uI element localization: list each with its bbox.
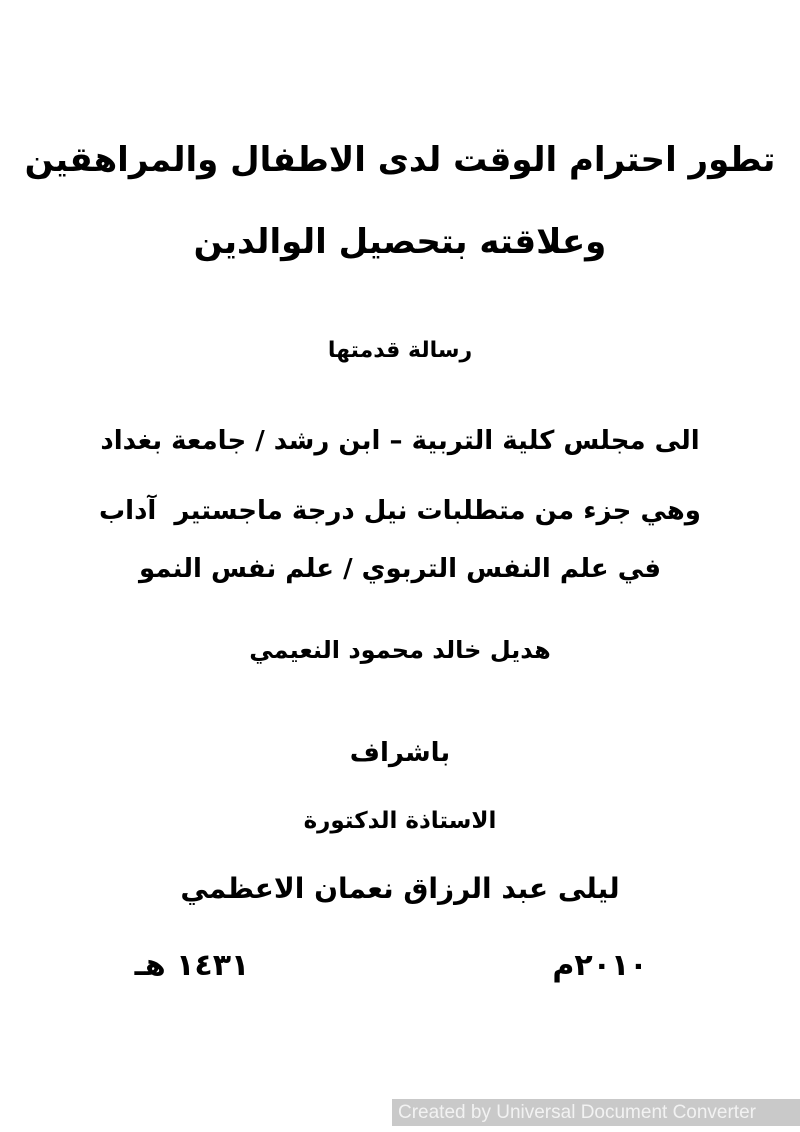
degree-requirement-line-2: في علم النفس التربوي / علم نفس النمو	[138, 554, 662, 584]
gregorian-year: ٢٠١٠م	[552, 948, 648, 983]
supervision-label: باشراف	[349, 738, 451, 768]
college-council-line: الى مجلس كلية التربية – ابن رشد / جامعة بغداد	[100, 426, 700, 456]
supervisor-title: الاستاذة الدكتورة	[303, 808, 497, 834]
watermark-bar	[392, 1099, 800, 1126]
thesis-title-line-2: وعلاقته بتحصيل الوالدين	[193, 222, 607, 262]
supervisor-name: ليلى عبد الرزاق نعمان الاعظمي	[180, 872, 620, 905]
thesis-title-line-1: تطور احترام الوقت لدى الاطفال والمراهقين	[24, 140, 776, 180]
submitted-by-label: رسالة قدمتها	[327, 338, 473, 363]
author-name: هديل خالد محمود النعيمي	[249, 636, 551, 664]
hijri-year: ١٤٣١ هـ	[134, 948, 250, 983]
degree-requirement-line-1: وهي جزء من متطلبات نيل درجة ماجستير آداب	[99, 496, 701, 526]
watermark-text: Created by Universal Document Converter	[398, 1102, 756, 1123]
